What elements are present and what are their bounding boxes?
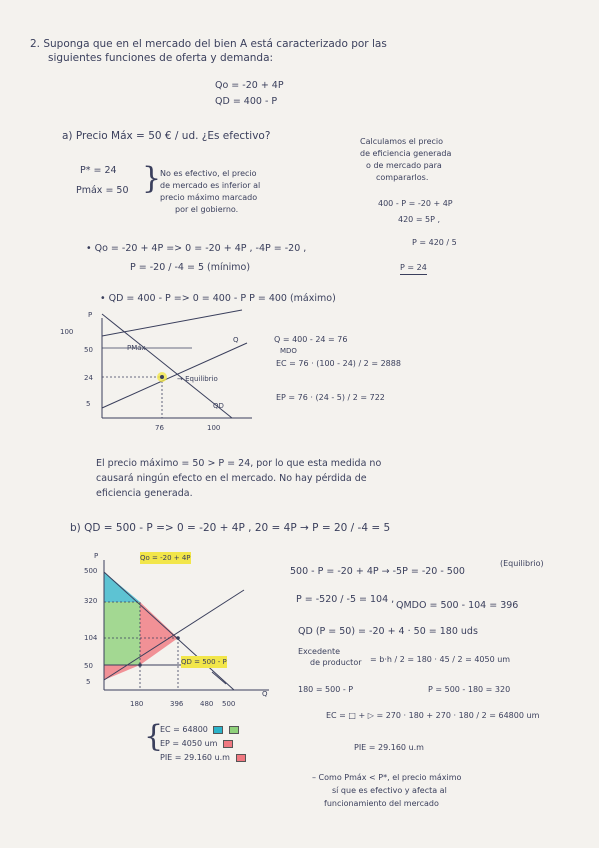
side-note-3: o de mercado para xyxy=(366,161,442,170)
graph-b-supply-label: Qo = -20 + 4P xyxy=(140,554,191,562)
legend-ec xyxy=(160,724,239,736)
graph-b xyxy=(94,560,274,700)
b-line-5a: 180 = 500 - P xyxy=(298,685,354,694)
graph-b-x-396: 396 xyxy=(170,700,184,708)
eq-step-1: 400 - P = -20 + 4P xyxy=(378,199,453,208)
graph-b-y-5: 5 xyxy=(86,678,91,686)
note-a-1: No es efectivo, el precio xyxy=(160,169,257,178)
b-line-4b: de productor xyxy=(310,658,362,667)
conclusion-a-1: El precio máximo = 50 > P = 24, por lo que esta medida no xyxy=(96,458,382,469)
graph-b-demand-label: QD = 500 - P xyxy=(181,658,227,666)
demand-function: QD = 400 - P xyxy=(215,96,278,107)
graph-b-y-50: 50 xyxy=(84,662,93,670)
note-a-2: de mercado es inferior al xyxy=(160,181,261,190)
supply-zero-line-2: P = -20 / -4 = 5 (mínimo) xyxy=(130,262,251,273)
brace-b: { xyxy=(144,719,164,754)
graph-a-y-24: 24 xyxy=(84,374,93,382)
graph-a-y-100: 100 xyxy=(60,328,74,336)
b-line-8: – Como Pmáx < P*, el precio máximo xyxy=(312,773,462,782)
b-line-7: PIE = 29.160 u.m xyxy=(354,743,424,752)
b-line-6: EC = □ + ▷ = 270 · 180 + 270 · 180 / 2 = 64800 um xyxy=(326,711,540,720)
legend-pie xyxy=(160,752,246,764)
legend-pie-swatch xyxy=(236,754,246,762)
area-green xyxy=(104,602,140,665)
graph-a-equilibrium-label: → Equilibrio xyxy=(177,375,218,383)
graph-b-y-320: 320 xyxy=(84,597,98,605)
graph-a-p-axis: P xyxy=(88,311,93,319)
note-a-3: precio máximo marcado xyxy=(160,193,258,202)
side-note-1: Calculamos el precio xyxy=(360,137,444,146)
eq-step-2: 420 = 5P , xyxy=(398,215,441,224)
legend-ep-text: EP = 4050 um xyxy=(160,739,218,748)
b-line-4c: = b·h / 2 = 180 · 45 / 2 = 4050 um xyxy=(370,655,511,664)
demand-zero-line: • QD = 400 - P => 0 = 400 - P P = 400 (máximo) xyxy=(100,293,336,304)
graph-b-p-axis: P xyxy=(94,552,99,560)
eq-step-4: P = 24 xyxy=(400,262,427,275)
b-line-3: QD (P = 50) = -20 + 4 · 50 = 180 uds xyxy=(298,626,478,637)
graph-a-x-76: 76 xyxy=(155,424,164,432)
side-note-2: de eficiencia generada xyxy=(360,149,452,158)
legend-ec-text: EC = 64800 xyxy=(160,725,208,734)
note-a-4: por el gobierno. xyxy=(175,205,239,214)
graph-b-x-180: 180 xyxy=(130,700,144,708)
b-line-2b: QMDO = 500 - 104 = 396 xyxy=(396,600,519,611)
b-line-10: funcionamiento del mercado xyxy=(324,799,439,808)
producer-surplus-calc: EP = 76 · (24 - 5) / 2 = 722 xyxy=(276,393,385,402)
graph-b-x-500: 500 xyxy=(222,700,236,708)
b-line-4a: Excedente xyxy=(298,647,341,656)
part-b-title: b) QD = 500 - P => 0 = -20 + 4P , 20 = 4P → P = 20 / -4 = 5 xyxy=(70,522,391,534)
graph-b-y-500: 500 xyxy=(84,567,98,575)
side-note-4: compararlos. xyxy=(376,173,429,182)
problem-intro: 2. Suponga que en el mercado del bien A está caracterizado por las xyxy=(30,38,387,50)
graph-b-x-480: 480 xyxy=(200,700,214,708)
b-line-5b: P = 500 - 180 = 320 xyxy=(428,685,511,694)
conclusion-a-2: causará ningún efecto en el mercado. No hay pérdida de xyxy=(96,473,367,484)
area-red-small xyxy=(104,665,140,680)
b-line-1: 500 - P = -20 + 4P → -5P = -20 - 500 xyxy=(290,566,465,577)
supply-zero-line: • Qo = -20 + 4P => 0 = -20 + 4P , -4P = -20 , xyxy=(86,243,307,254)
graph-a-y-5: 5 xyxy=(86,400,91,408)
b-line-2a: P = -520 / -5 = 104 , xyxy=(296,594,395,605)
consumer-surplus-q: Q = 400 - 24 = 76 xyxy=(274,335,348,344)
b-line-9: sí que es efectivo y afecta al xyxy=(332,786,447,795)
conclusion-a-3: eficiencia generada. xyxy=(96,488,193,499)
mdo-subscript: MDO xyxy=(280,347,297,355)
graph-a-x-100: 100 xyxy=(207,424,221,432)
graph-b-y-104: 104 xyxy=(84,634,98,642)
legend-pie-text: PIE = 29.160 u.m xyxy=(160,753,230,762)
graph-b-q-axis: Q xyxy=(262,690,268,698)
consumer-surplus-calc: EC = 76 · (100 - 24) / 2 = 2888 xyxy=(276,359,401,368)
graph-a-qd-label: QD xyxy=(213,402,224,410)
graph-a-y-50: 50 xyxy=(84,346,93,354)
legend-ep xyxy=(160,738,233,750)
part-a-title: a) Precio Máx = 50 € / ud. ¿Es efectivo? xyxy=(62,130,271,142)
eq-step-3: P = 420 / 5 xyxy=(412,238,457,247)
graph-a-pmax-label: PMáx xyxy=(127,344,146,352)
p-max: Pmáx = 50 xyxy=(76,185,129,196)
problem-intro-2: siguientes funciones de oferta y demanda: xyxy=(48,52,274,64)
legend-ep-swatch xyxy=(223,740,233,748)
brace-a: } xyxy=(142,161,162,196)
legend-ec-swatch-blue xyxy=(213,726,223,734)
graph-a-q-label: Q xyxy=(233,336,239,344)
p-star: P* = 24 xyxy=(80,165,117,176)
legend-ec-swatch-green xyxy=(229,726,239,734)
equilibrium-tag: (Equilibrio) xyxy=(500,559,544,568)
supply-function: Qo = -20 + 4P xyxy=(215,80,284,91)
